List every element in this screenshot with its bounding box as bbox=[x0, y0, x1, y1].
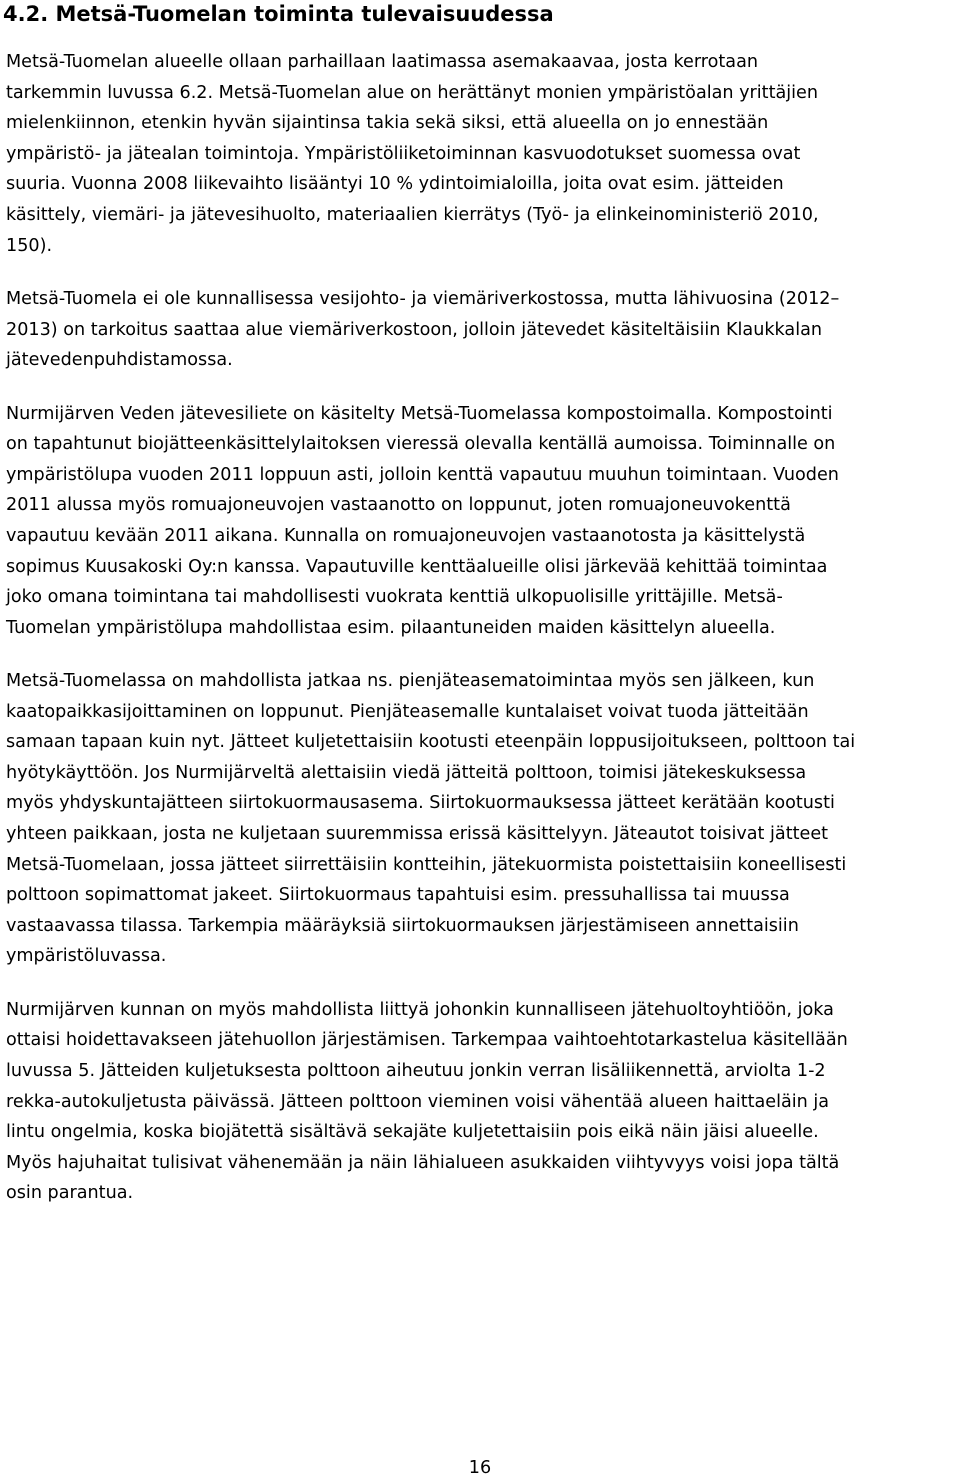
text-line: on tapahtunut biojätteenkäsittelylaitoksen vieressä olevalla kentällä aumoissa. Toiminnalle on bbox=[6, 434, 836, 455]
text-line: vapautuu kevään 2011 aikana. Kunnalla on romuajoneuvojen vastaanotosta ja käsittelystä bbox=[6, 525, 806, 546]
text-line: ympäristö- ja jätealan toimintoja. Ympäristöliiketoiminnan kasvuodotukset suomessa ovat bbox=[6, 143, 801, 164]
text-line: Metsä-Tuomelan alueelle ollaan parhaillaan laatimassa asemakaavaa, josta kerrotaan bbox=[6, 52, 759, 72]
text-line: Nurmijärven kunnan on myös mahdollista liittyä johonkin kunnalliseen jätehuoltoyhtiöön, joka bbox=[6, 999, 834, 1020]
document-body bbox=[6, 47, 958, 1209]
text-line: Metsä-Tuomelassa on mahdollista jatkaa ns. pienjäteasematoimintaa myös sen jälkeen, kun bbox=[6, 671, 815, 692]
text-line: tarkemmin luvussa 6.2. Metsä-Tuomelan alue on herättänyt monien ympäristöalan yrittäjien bbox=[6, 82, 819, 103]
page-number: 16 bbox=[468, 1458, 492, 1478]
paragraph-5 bbox=[6, 995, 958, 1209]
text-line: jätevedenpuhdistamossa. bbox=[6, 350, 233, 371]
text-line: käsittely, viemäri- ja jätevesihuolto, materiaalien kierrätys (Työ- ja elinkeinoministeriö 2010, bbox=[6, 204, 819, 225]
text-line: 2011 alussa myös romuajoneuvojen vastaanotto on loppunut, joten romuajoneuvokenttä bbox=[6, 495, 791, 516]
paragraph-1 bbox=[6, 47, 958, 261]
paragraph-4 bbox=[6, 666, 958, 972]
text-line: ottaisi hoidettavakseen jätehuollon järjestämisen. Tarkempaa vaihtoehtotarkastelua käsitellään bbox=[6, 1030, 848, 1051]
text-line: Metsä-Tuomela ei ole kunnallisessa vesijohto- ja viemäriverkostossa, mutta lähivuosina (2012– bbox=[6, 288, 840, 309]
paragraph-2 bbox=[6, 284, 958, 376]
text-line: lintu ongelmia, koska biojätettä sisältävä sekajäte kuljetettaisiin pois eikä näin jäisi alueelle. bbox=[6, 1122, 819, 1143]
text-line: kaatopaikkasijoittaminen on loppunut. Pienjäteasemalle kuntalaiset voivat tuoda jätteitään bbox=[6, 701, 809, 722]
text-line: polttoon sopimattomat jakeet. Siirtokuormaus tapahtuisi esim. pressuhallissa tai muussa bbox=[6, 885, 790, 906]
text-line: osin parantua. bbox=[6, 1183, 134, 1204]
text-line: samaan tapaan kuin nyt. Jätteet kuljetettaisiin kootusti eteenpäin loppusijoitukseen, polttoon tai bbox=[6, 732, 856, 753]
text-line: Myös hajuhaitat tulisivat vähenemään ja näin lähialueen asukkaiden viihtyvyys voisi jopa tältä bbox=[6, 1152, 840, 1173]
paragraph-3 bbox=[6, 399, 958, 644]
text-line: joko omana toimintana tai mahdollisesti vuokrata kenttiä ulkopuolisille yrittäjille. Metsä- bbox=[6, 587, 783, 608]
text-line: Tuomelan ympäristölupa mahdollistaa esim. pilaantuneiden maiden käsittelyn alueella. bbox=[6, 617, 776, 638]
text-line: ympäristölupa vuoden 2011 loppuun asti, jolloin kenttä vapautuu muuhun toimintaan. Vuoden bbox=[6, 464, 839, 485]
text-line: hyötykäyttöön. Jos Nurmijärveltä alettaisiin viedä jätteitä polttoon, toimisi jätekeskuksessa bbox=[6, 762, 807, 783]
text-line: vastaavassa tilassa. Tarkempia määräyksiä siirtokuormauksen järjestämiseen annettaisiin bbox=[6, 915, 799, 936]
section-heading: 4.2. Metsä-Tuomelan toiminta tulevaisuudessa bbox=[3, 2, 554, 26]
text-line: rekka-autokuljetusta päivässä. Jätteen polttoon vieminen voisi vähentää alueen haittaeläin ja bbox=[6, 1091, 830, 1112]
text-line: mielenkiinnon, etenkin hyvän sijaintinsa takia sekä siksi, että alueella on jo ennestään bbox=[6, 113, 769, 134]
text-line: ympäristöluvassa. bbox=[6, 946, 167, 967]
text-line: myös yhdyskuntajätteen siirtokuormausasema. Siirtokuormauksessa jätteet kerätään kootusti bbox=[6, 793, 835, 814]
text-line: Metsä-Tuomelaan, jossa jätteet siirrettäisiin kontteihin, jätekuormista poistettaisiin koneellisesti bbox=[6, 854, 847, 875]
text-line: 150). bbox=[6, 235, 53, 256]
text-line: suuria. Vuonna 2008 liikevaihto lisääntyi 10 % ydintoimialoilla, joita ovat esim. jätteiden bbox=[6, 174, 784, 195]
text-line: Nurmijärven Veden jätevesiliete on käsitelty Metsä-Tuomelassa kompostoimalla. Kompostointi bbox=[6, 403, 833, 424]
text-line: sopimus Kuusakoski Oy:n kanssa. Vapautuville kenttäalueille olisi järkevää kehittää toimintaa bbox=[6, 556, 828, 577]
text-line: 2013) on tarkoitus saattaa alue viemäriverkostoon, jolloin jätevedet käsiteltäisiin Klaukkalan bbox=[6, 319, 823, 340]
text-line: yhteen paikkaan, josta ne kuljetaan suuremmissa erissä käsittelyyn. Jäteautot toisivat jätteet bbox=[6, 824, 829, 845]
text-line: luvussa 5. Jätteiden kuljetuksesta polttoon aiheutuu jonkin verran lisäliikennettä, arviolta 1-2 bbox=[6, 1061, 826, 1081]
